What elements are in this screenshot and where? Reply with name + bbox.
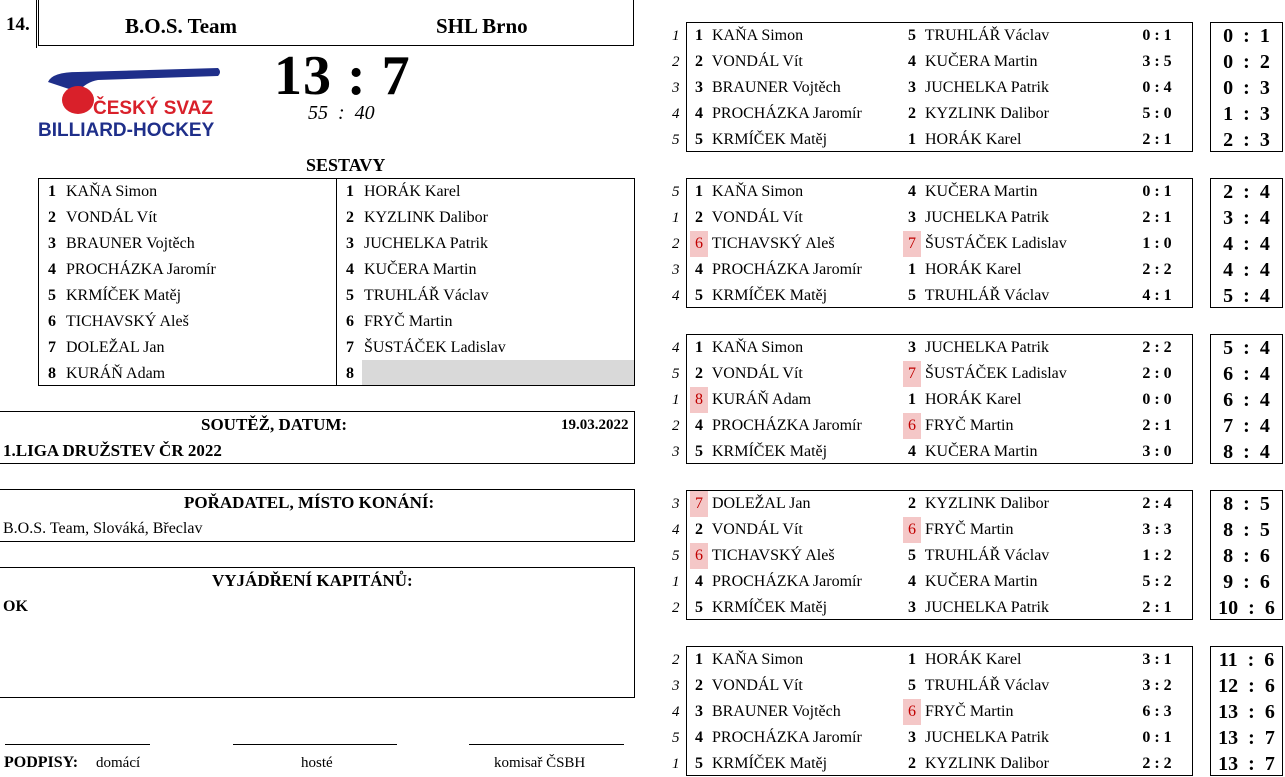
match-result: 2 : 1 <box>1142 131 1172 148</box>
home-player <box>690 647 803 673</box>
running-score: 11 : 6 <box>1218 649 1275 671</box>
player-name: FRYČ Martin <box>925 521 1014 538</box>
player-number: 1 <box>908 131 916 148</box>
away-player <box>903 283 1049 309</box>
home-player <box>690 283 827 309</box>
player-number: 6 <box>903 699 921 725</box>
player-name: DOLEŽAL Jan <box>66 339 165 356</box>
away-player <box>903 543 1049 569</box>
match-result: 2 : 0 <box>1142 365 1172 382</box>
player-number: 6 <box>690 543 708 569</box>
away-lineup-row <box>346 335 506 361</box>
player-name: VONDÁL Vít <box>711 209 803 226</box>
home-player <box>690 205 803 231</box>
player-number: 2 <box>695 209 703 226</box>
player-name: KRMÍČEK Matěj <box>712 287 828 304</box>
player-name: PROCHÁZKA Jaromír <box>66 261 216 278</box>
away-player <box>903 699 1013 725</box>
home-player <box>690 699 841 725</box>
player-name: FRYČ Martin <box>925 417 1014 434</box>
running-score: 1 : 3 <box>1223 103 1270 125</box>
match-result: 5 : 2 <box>1142 573 1172 590</box>
player-number: 6 <box>690 231 708 257</box>
match-result: 0 : 1 <box>1142 729 1172 746</box>
table-index: 3 <box>672 444 680 460</box>
player-number: 5 <box>695 287 703 304</box>
player-number: 3 <box>695 703 703 720</box>
home-lineup-row <box>48 179 157 205</box>
away-player <box>903 231 1067 257</box>
match-result: 0 : 1 <box>1142 27 1172 44</box>
table-index: 2 <box>672 236 680 252</box>
player-name: KYZLINK Dalibor <box>925 755 1049 772</box>
home-lineup-row <box>48 335 165 361</box>
header-divider <box>36 0 37 48</box>
home-lineup-row <box>48 309 189 335</box>
player-name: TRUHLÁŘ Václav <box>924 547 1050 564</box>
match-result: 2 : 1 <box>1142 209 1172 226</box>
table-index: 2 <box>672 600 680 616</box>
player-number: 2 <box>695 53 703 70</box>
player-name: PROCHÁZKA Jaromír <box>712 729 862 746</box>
player-name: KAŇA Simon <box>712 339 804 356</box>
running-score: 8 : 6 <box>1223 545 1270 567</box>
player-number: 5 <box>908 287 916 304</box>
running-score: 6 : 4 <box>1223 363 1270 385</box>
table-index: 1 <box>672 392 680 408</box>
match-result: 1 : 0 <box>1142 235 1172 252</box>
player-number: 1 <box>346 183 354 200</box>
player-name: KUČERA Martin <box>925 573 1038 590</box>
away-player <box>903 257 1021 283</box>
player-number: 2 <box>908 755 916 772</box>
competition-label: SOUTĚŽ, DATUM: <box>201 415 348 434</box>
away-player <box>903 387 1021 413</box>
away-lineup-row <box>346 205 488 231</box>
running-score: 5 : 4 <box>1223 337 1270 359</box>
match-result: 2 : 1 <box>1142 417 1172 434</box>
player-number: 3 <box>908 729 916 746</box>
player-name: PROCHÁZKA Jaromír <box>712 573 862 590</box>
away-player <box>903 725 1049 751</box>
player-name: BRAUNER Vojtěch <box>712 79 841 96</box>
away-player <box>903 517 1013 543</box>
competition-date: 19.03.2022 <box>561 417 629 433</box>
home-player <box>690 231 835 257</box>
player-name: JUCHELKA Patrik <box>364 235 488 252</box>
home-player <box>690 569 862 595</box>
player-number: 4 <box>908 573 916 590</box>
captains-label: VYJÁDŘENÍ KAPITÁNŮ: <box>212 571 413 590</box>
player-name: KRMÍČEK Matěj <box>712 443 828 460</box>
player-number: 2 <box>908 495 916 512</box>
player-number: 5 <box>48 287 56 304</box>
player-number: 4 <box>908 443 916 460</box>
player-name: JUCHELKA Patrik <box>925 79 1049 96</box>
running-score: 8 : 5 <box>1223 519 1270 541</box>
match-result: 3 : 0 <box>1142 443 1172 460</box>
away-player <box>903 647 1021 673</box>
away-signature-label: hosté <box>301 755 333 771</box>
player-name: TRUHLÁŘ Václav <box>364 287 489 304</box>
player-number: 8 <box>346 365 354 382</box>
running-score: 13 : 7 <box>1218 727 1275 749</box>
player-number: 4 <box>346 261 354 278</box>
running-score: 0 : 1 <box>1223 25 1270 47</box>
logo-line2: BILLIARD-HOCKEY <box>38 120 215 141</box>
table-index: 2 <box>672 652 680 668</box>
match-result: 5 : 0 <box>1142 105 1172 122</box>
running-score: 7 : 4 <box>1223 415 1270 437</box>
table-index: 5 <box>672 366 680 382</box>
player-name: KAŇA Simon <box>712 183 804 200</box>
player-name: KYZLINK Dalibor <box>925 105 1049 122</box>
table-index: 4 <box>672 704 680 720</box>
home-player <box>690 23 803 49</box>
player-number: 1 <box>695 183 703 200</box>
player-number: 3 <box>346 235 354 252</box>
player-name: HORÁK Karel <box>364 183 461 200</box>
player-name: TRUHLÁŘ Václav <box>924 27 1050 44</box>
player-number: 3 <box>908 599 916 616</box>
player-number: 2 <box>695 521 703 538</box>
player-name: KRMÍČEK Matěj <box>712 755 828 772</box>
away-player <box>903 361 1067 387</box>
csbh-logo <box>38 66 224 142</box>
running-score: 5 : 4 <box>1223 285 1270 307</box>
player-number: 7 <box>903 361 921 387</box>
match-result: 1 : 2 <box>1142 547 1172 564</box>
home-team-name: B.O.S. Team <box>125 14 238 38</box>
player-number: 3 <box>695 79 703 96</box>
match-result: 4 : 1 <box>1142 287 1172 304</box>
player-name: KRMÍČEK Matěj <box>712 131 828 148</box>
home-player <box>690 439 827 465</box>
commissioner-signature-label: komisař ČSBH <box>494 755 586 771</box>
away-signature-line <box>233 744 397 745</box>
away-player <box>903 23 1049 49</box>
player-number: 6 <box>903 413 921 439</box>
player-number: 4 <box>48 261 56 278</box>
running-score: 2 : 4 <box>1223 181 1270 203</box>
table-index: 1 <box>672 28 680 44</box>
player-name: HORÁK Karel <box>925 651 1022 668</box>
player-number: 2 <box>908 105 916 122</box>
away-player <box>903 595 1049 621</box>
table-index: 2 <box>672 54 680 70</box>
table-index: 1 <box>672 574 680 590</box>
table-index: 4 <box>672 106 680 122</box>
player-name: VONDÁL Vít <box>711 677 803 694</box>
away-player <box>903 751 1049 777</box>
away-player <box>903 673 1049 699</box>
running-score: 8 : 4 <box>1223 441 1270 463</box>
player-name: KUČERA Martin <box>925 183 1038 200</box>
match-result: 2 : 4 <box>1142 495 1172 512</box>
player-number: 2 <box>346 209 354 226</box>
player-number: 6 <box>346 313 354 330</box>
player-name: JUCHELKA Patrik <box>925 599 1049 616</box>
player-number: 7 <box>903 231 921 257</box>
match-result: 6 : 3 <box>1142 703 1172 720</box>
organizer-value: B.O.S. Team, Slováká, Břeclav <box>3 520 203 537</box>
running-score: 6 : 4 <box>1223 389 1270 411</box>
player-number: 5 <box>908 677 916 694</box>
table-index: 5 <box>672 548 680 564</box>
running-score: 9 : 6 <box>1223 571 1270 593</box>
player-name: HORÁK Karel <box>925 391 1022 408</box>
match-result: 3 : 5 <box>1142 53 1172 70</box>
player-name: KAŇA Simon <box>66 183 158 200</box>
away-player <box>903 75 1049 101</box>
player-number: 5 <box>908 27 916 44</box>
player-name: ŠUSTÁČEK Ladislav <box>364 339 506 356</box>
away-player <box>903 491 1049 517</box>
player-name: JUCHELKA Patrik <box>925 729 1049 746</box>
player-number: 4 <box>695 261 703 278</box>
signatures-label: PODPISY: <box>4 754 79 771</box>
running-score: 0 : 3 <box>1223 77 1270 99</box>
table-index: 1 <box>672 210 680 226</box>
player-name: FRYČ Martin <box>364 313 453 330</box>
round-number: 14. <box>6 14 30 35</box>
player-name: KAŇA Simon <box>712 27 804 44</box>
player-number: 6 <box>903 517 921 543</box>
home-player <box>690 413 862 439</box>
player-name: HORÁK Karel <box>925 131 1022 148</box>
running-score: 10 : 6 <box>1218 597 1275 619</box>
table-index: 5 <box>672 132 680 148</box>
running-score: 0 : 2 <box>1223 51 1270 73</box>
running-score: 8 : 5 <box>1223 493 1270 515</box>
player-name: DOLEŽAL Jan <box>712 495 811 512</box>
player-name: VONDÁL Vít <box>711 521 803 538</box>
player-name: BRAUNER Vojtěch <box>712 703 841 720</box>
away-team-name: SHL Brno <box>436 14 528 38</box>
competition-name: 1.LIGA DRUŽSTEV ČR 2022 <box>3 441 222 460</box>
empty-lineup-slot <box>362 360 634 385</box>
table-index: 3 <box>672 262 680 278</box>
player-number: 3 <box>908 339 916 356</box>
player-number: 1 <box>695 27 703 44</box>
player-number: 5 <box>695 755 703 772</box>
running-score: 13 : 7 <box>1218 753 1275 775</box>
player-number: 8 <box>690 387 708 413</box>
running-score: 13 : 6 <box>1218 701 1275 723</box>
logo-graphic <box>38 66 224 142</box>
away-player <box>903 439 1037 465</box>
home-player <box>690 595 827 621</box>
player-number: 3 <box>908 209 916 226</box>
away-player <box>903 49 1037 75</box>
player-name: ŠUSTÁČEK Ladislav <box>925 235 1067 252</box>
match-result: 0 : 1 <box>1142 183 1172 200</box>
player-name: BRAUNER Vojtěch <box>66 235 195 252</box>
points-score: 55 : 40 <box>308 102 375 124</box>
match-result: 2 : 1 <box>1142 599 1172 616</box>
player-name: KUČERA Martin <box>364 261 477 278</box>
player-name: VONDÁL Vít <box>711 53 803 70</box>
away-player <box>903 101 1049 127</box>
home-player <box>690 75 841 101</box>
player-number: 1 <box>908 651 916 668</box>
away-player <box>903 335 1049 361</box>
lineups-divider <box>336 178 337 386</box>
home-player <box>690 387 811 413</box>
player-number: 4 <box>695 105 703 122</box>
home-player <box>690 673 803 699</box>
captains-value: OK <box>3 598 28 615</box>
match-result: 2 : 2 <box>1142 755 1172 772</box>
player-name: KAŇA Simon <box>712 651 804 668</box>
player-number: 2 <box>48 209 56 226</box>
player-number: 6 <box>48 313 56 330</box>
home-player <box>690 751 827 777</box>
player-number: 2 <box>695 677 703 694</box>
home-lineup-row <box>48 257 216 283</box>
player-name: JUCHELKA Patrik <box>925 209 1049 226</box>
away-lineup-row <box>346 257 476 283</box>
home-player <box>690 49 803 75</box>
away-lineup-row <box>346 361 364 387</box>
table-index: 5 <box>672 184 680 200</box>
player-number: 7 <box>690 491 708 517</box>
home-player <box>690 335 803 361</box>
home-player <box>690 101 862 127</box>
player-number: 4 <box>695 417 703 434</box>
lineups-title: SESTAVY <box>306 155 386 175</box>
match-result: 3 : 3 <box>1142 521 1172 538</box>
running-score: 4 : 4 <box>1223 233 1270 255</box>
match-result: 2 : 2 <box>1142 339 1172 356</box>
player-name: PROCHÁZKA Jaromír <box>712 105 862 122</box>
home-player <box>690 361 803 387</box>
home-player <box>690 257 862 283</box>
player-number: 4 <box>908 183 916 200</box>
table-index: 5 <box>672 730 680 746</box>
player-number: 5 <box>695 599 703 616</box>
player-number: 5 <box>695 443 703 460</box>
player-name: JUCHELKA Patrik <box>925 339 1049 356</box>
away-player <box>903 205 1049 231</box>
away-lineup-row <box>346 179 460 205</box>
commissioner-signature-line <box>469 744 624 745</box>
away-player <box>903 179 1037 205</box>
home-signature-label: domácí <box>96 755 141 771</box>
table-index: 1 <box>672 756 680 772</box>
home-player <box>690 543 835 569</box>
logo-line1: ČESKÝ SVAZ <box>93 98 214 119</box>
player-number: 5 <box>346 287 354 304</box>
player-name: TICHAVSKÝ Aleš <box>711 235 835 252</box>
player-name: TRUHLÁŘ Václav <box>924 677 1050 694</box>
player-number: 7 <box>346 339 354 356</box>
player-name: KURÁŇ Adam <box>712 391 812 408</box>
running-score: 4 : 4 <box>1223 259 1270 281</box>
player-name: KRMÍČEK Matěj <box>712 599 828 616</box>
player-number: 7 <box>48 339 56 356</box>
player-number: 4 <box>695 729 703 746</box>
organizer-label: POŘADATEL, MÍSTO KONÁNÍ: <box>184 493 435 512</box>
match-result: 3 : 2 <box>1142 677 1172 694</box>
player-number: 8 <box>48 365 56 382</box>
away-lineup-row <box>346 231 488 257</box>
away-lineup-row <box>346 283 489 309</box>
player-number: 3 <box>48 235 56 252</box>
final-score: 13 : 7 <box>274 45 411 107</box>
home-lineup-row <box>48 361 165 387</box>
away-player <box>903 127 1021 153</box>
away-player <box>903 569 1037 595</box>
player-name: TICHAVSKÝ Aleš <box>66 313 189 330</box>
player-name: TRUHLÁŘ Václav <box>924 287 1050 304</box>
player-name: PROCHÁZKA Jaromír <box>712 417 862 434</box>
running-score: 12 : 6 <box>1218 675 1275 697</box>
player-name: KURÁŇ Adam <box>66 365 166 382</box>
home-player <box>690 517 803 543</box>
home-signature-line <box>5 744 150 745</box>
player-number: 5 <box>908 547 916 564</box>
player-name: KUČERA Martin <box>925 53 1038 70</box>
player-name: FRYČ Martin <box>925 703 1014 720</box>
home-player <box>690 491 811 517</box>
table-index: 2 <box>672 418 680 434</box>
player-number: 4 <box>695 573 703 590</box>
player-number: 1 <box>908 391 916 408</box>
player-name: VONDÁL Vít <box>711 365 803 382</box>
table-index: 4 <box>672 288 680 304</box>
player-number: 5 <box>695 131 703 148</box>
home-lineup-row <box>48 283 181 309</box>
player-name: PROCHÁZKA Jaromír <box>712 261 862 278</box>
player-number: 1 <box>908 261 916 278</box>
player-number: 1 <box>695 339 703 356</box>
home-lineup-row <box>48 205 157 231</box>
home-player <box>690 127 827 153</box>
home-lineup-row <box>48 231 195 257</box>
player-name: TICHAVSKÝ Aleš <box>711 547 835 564</box>
home-player <box>690 725 862 751</box>
table-index: 4 <box>672 522 680 538</box>
table-index: 3 <box>672 496 680 512</box>
table-index: 4 <box>672 340 680 356</box>
table-index: 3 <box>672 678 680 694</box>
match-result: 0 : 0 <box>1142 391 1172 408</box>
away-player <box>903 413 1013 439</box>
match-result: 0 : 4 <box>1142 79 1172 96</box>
player-number: 1 <box>48 183 56 200</box>
player-name: ŠUSTÁČEK Ladislav <box>925 365 1067 382</box>
table-index: 3 <box>672 80 680 96</box>
player-number: 4 <box>908 53 916 70</box>
match-result: 3 : 1 <box>1142 651 1172 668</box>
player-name: KUČERA Martin <box>925 443 1038 460</box>
player-number: 2 <box>695 365 703 382</box>
player-name: HORÁK Karel <box>925 261 1022 278</box>
away-lineup-row <box>346 309 452 335</box>
player-name: VONDÁL Vít <box>66 209 158 226</box>
player-number: 1 <box>695 651 703 668</box>
player-name: KYZLINK Dalibor <box>925 495 1049 512</box>
player-name: KRMÍČEK Matěj <box>66 287 182 304</box>
home-player <box>690 179 803 205</box>
player-number: 3 <box>908 79 916 96</box>
match-result: 2 : 2 <box>1142 261 1172 278</box>
running-score: 3 : 4 <box>1223 207 1270 229</box>
running-score: 2 : 3 <box>1223 129 1270 151</box>
player-name: KYZLINK Dalibor <box>364 209 488 226</box>
